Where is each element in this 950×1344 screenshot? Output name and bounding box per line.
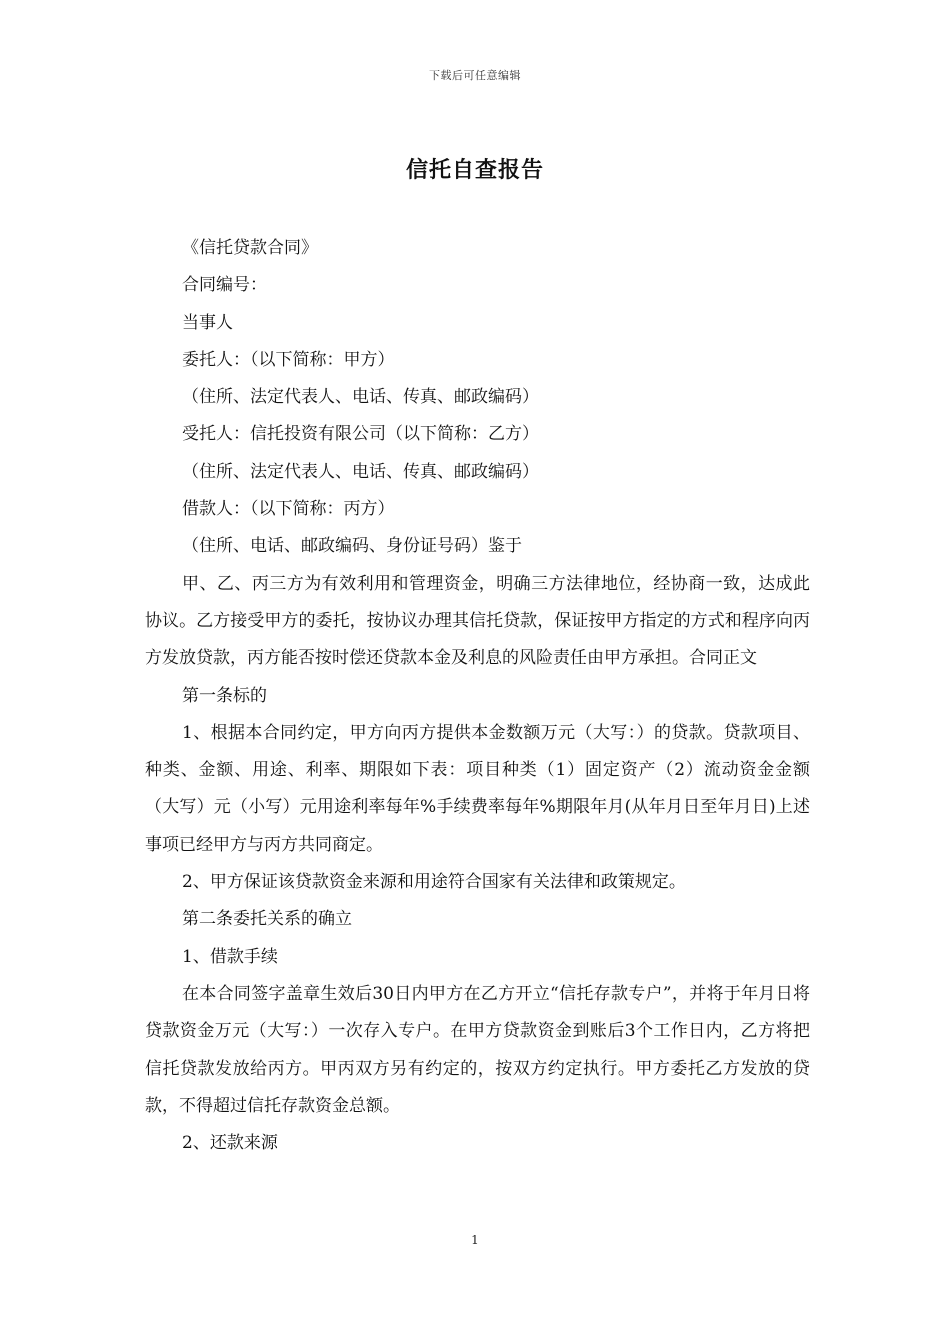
header-note: 下载后可任意编辑 [429,69,521,82]
paragraph: 当事人 [182,312,233,333]
paragraph: 第一条标的 [182,685,267,706]
paragraph: 《信托贷款合同》 [182,238,318,258]
paragraph: 受托人：信托投资有限公司（以下简称：乙方） [182,424,539,445]
paragraph: （住所、法定代表人、电话、传真、邮政编码） [182,387,539,408]
paragraph: 借款人：（以下简称：丙方） [182,499,395,520]
paragraph: 2、甲方保证该贷款资金来源和用途符合国家有关法律和政策规定。 [182,872,686,893]
paragraph: 合同编号： [182,275,267,296]
document-body [145,230,810,1162]
paragraph: 在本合同签字盖章生效后30日内甲方在乙方开立“信托存款专户”，并将于年月日将贷款资金万元（大写：）一次存入专户。在甲方贷款资金到账后3个工作日内，乙方将把信托贷款发放给丙方。甲丙双方另有约定的，按双方约定执行。甲方委托乙方发放的贷款，不得超过信托存款资金总额。 [145,983,810,1116]
paragraph: 第二条委托关系的确立 [182,909,352,930]
paragraph: （住所、电话、邮政编码、身份证号码）鉴于 [182,536,522,557]
paragraph: 1、根据本合同约定，甲方向丙方提供本金数额万元（大写：）的贷款。贷款项目、种类、金额、用途、利率、期限如下表：项目种类（1）固定资产（2）流动资金金额（大写）元（小写）元用途利率每年%手续费率每年%期限年月(从年月日至年月日)上述事项已经甲方与丙方共同商定。 [145,722,810,855]
paragraph: 1、借款手续 [182,946,278,967]
paragraph: 甲、乙、丙三方为有效利用和管理资金，明确三方法律地位，经协商一致，达成此协议。乙方接受甲方的委托，按协议办理其信托贷款，保证按甲方指定的方式和程序向丙方发放贷款，丙方能否按时偿还贷款本金及利息的风险责任由甲方承担。合同正文 [145,573,810,669]
paragraph: 2、还款来源 [182,1133,278,1154]
paragraph: （住所、法定代表人、电话、传真、邮政编码） [182,461,539,482]
page-number: 1 [471,1233,479,1247]
document-title: 信托自查报告 [405,157,544,183]
paragraph: 委托人：（以下简称：甲方） [182,349,395,370]
